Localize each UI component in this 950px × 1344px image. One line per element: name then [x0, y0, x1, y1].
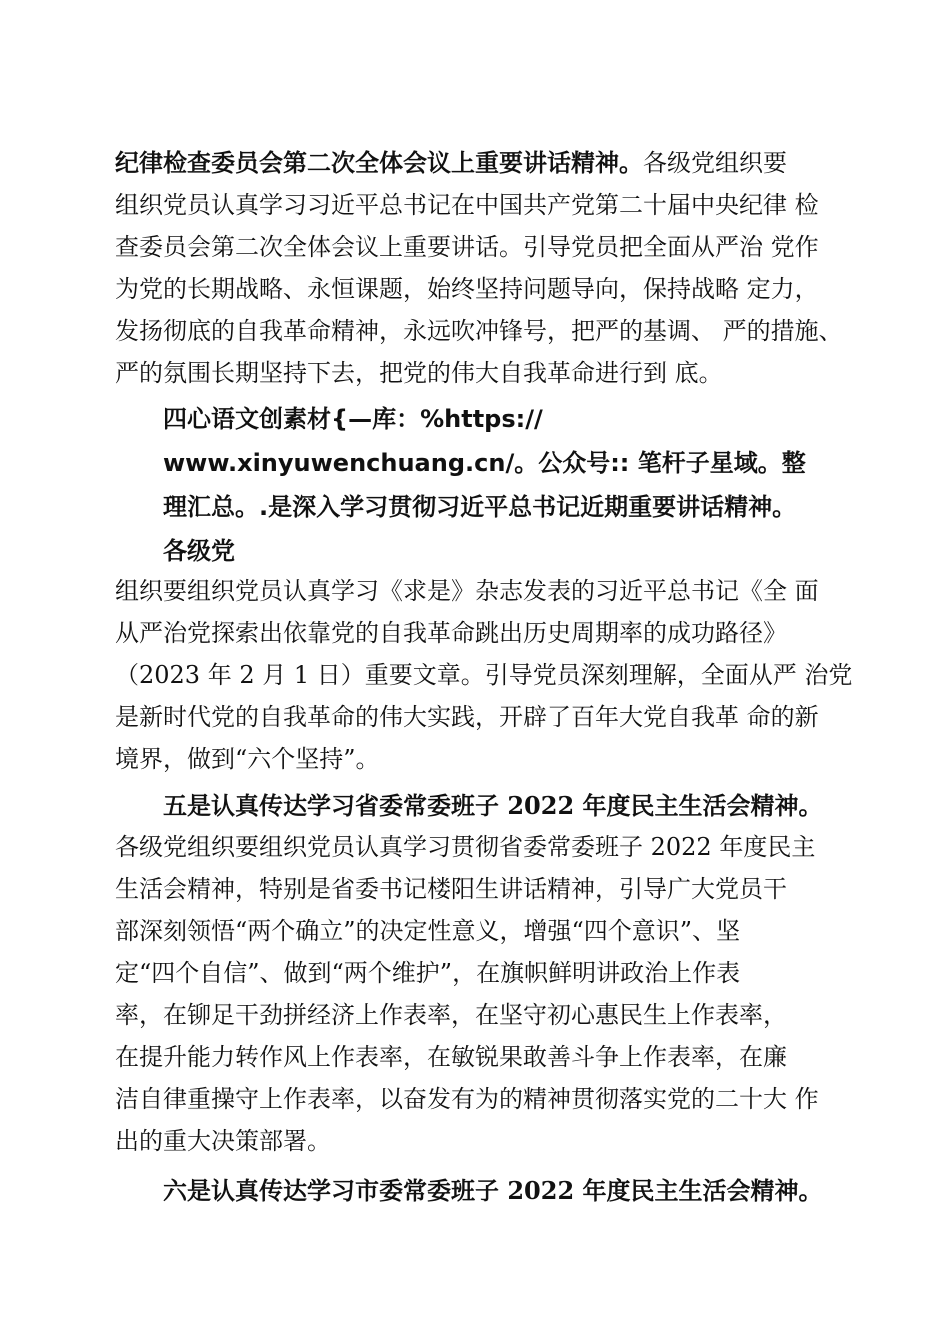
para4-heading: 五是认真传达学习省委常委班子 2022 年度民主生活会精神。 — [163, 791, 823, 820]
para4-line3: 部深刻领悟“两个确立”的决定性意义，增强“四个意识”、坚 — [115, 917, 741, 945]
para3-line1: 组织要组织党员认真学习《求是》杂志发表的习近平总书记《全 面 — [115, 577, 819, 605]
para1-line1 — [115, 147, 787, 179]
para4-line6: 在提升能力转作风上作表率，在敏锐果敢善斗争上作表率，在廉 — [115, 1043, 787, 1071]
para1-line3: 查委员会第二次全体会议上重要讲话。引导党员把全面从严治 党作 — [115, 233, 819, 261]
para4-line5: 率，在铆足干劲拼经济上作表率，在坚守初心惠民生上作表率， — [115, 1001, 787, 1029]
para5-heading: 六是认真传达学习市委常委班子 2022 年度民主生活会精神。 — [163, 1176, 823, 1205]
para1-line1-rest: 各级党组织要 — [643, 149, 787, 177]
para1-line5: 发扬彻底的自我革命精神，永远吹冲锋号，把严的基调、 严的措施、 — [115, 317, 843, 345]
para3-line5: 境界，做到“六个坚持”。 — [115, 745, 380, 773]
para3-line4: 是新时代党的自我革命的伟大实践，开辟了百年大党自我革 命的新 — [115, 703, 819, 731]
para1-line6: 严的氛围长期坚持下去，把党的伟大自我革命进行到 底。 — [115, 359, 723, 387]
para2-line4: 各级党 — [163, 537, 235, 565]
para4-line2: 生活会精神，特别是省委书记楼阳生讲话精神，引导广大党员干 — [115, 875, 787, 903]
para2-line2: www.xinyuwenchuang.cn/。公众号:: 笔杆子星域。整 — [163, 449, 806, 477]
para2-line3: 理汇总。.是深入学习贯彻习近平总书记近期重要讲话精神。 — [163, 493, 797, 521]
para4-line1: 各级党组织要组织党员认真学习贯彻省委常委班子 2022 年度民主 — [115, 833, 816, 861]
para4-line4: 定“四个自信”、做到“两个维护”，在旗帜鲜明讲政治上作表 — [115, 959, 741, 987]
para1-bold-lead: 纪律检查委员会第二次全体会议上重要讲话精神。 — [115, 149, 643, 177]
para1-line2: 组织党员认真学习习近平总书记在中国共产党第二十届中央纪律 检 — [115, 191, 819, 219]
para4-line7: 洁自律重操守上作表率，以奋发有为的精神贯彻落实党的二十大 作 — [115, 1085, 819, 1113]
para3-line2: 从严治党探索出依靠党的自我革命跳出历史周期率的成功路径》 — [115, 619, 787, 647]
para1-line4: 为党的长期战略、永恒课题，始终坚持问题导向，保持战略 定力， — [115, 275, 819, 303]
para4-line8: 出的重大决策部署。 — [115, 1127, 331, 1155]
para2-line1: 四心语文创素材{—库：%https:// — [163, 405, 543, 433]
para3-line3: （2023 年 2 月 1 日）重要文章。引导党员深刻理解，全面从严 治党 — [115, 661, 853, 689]
